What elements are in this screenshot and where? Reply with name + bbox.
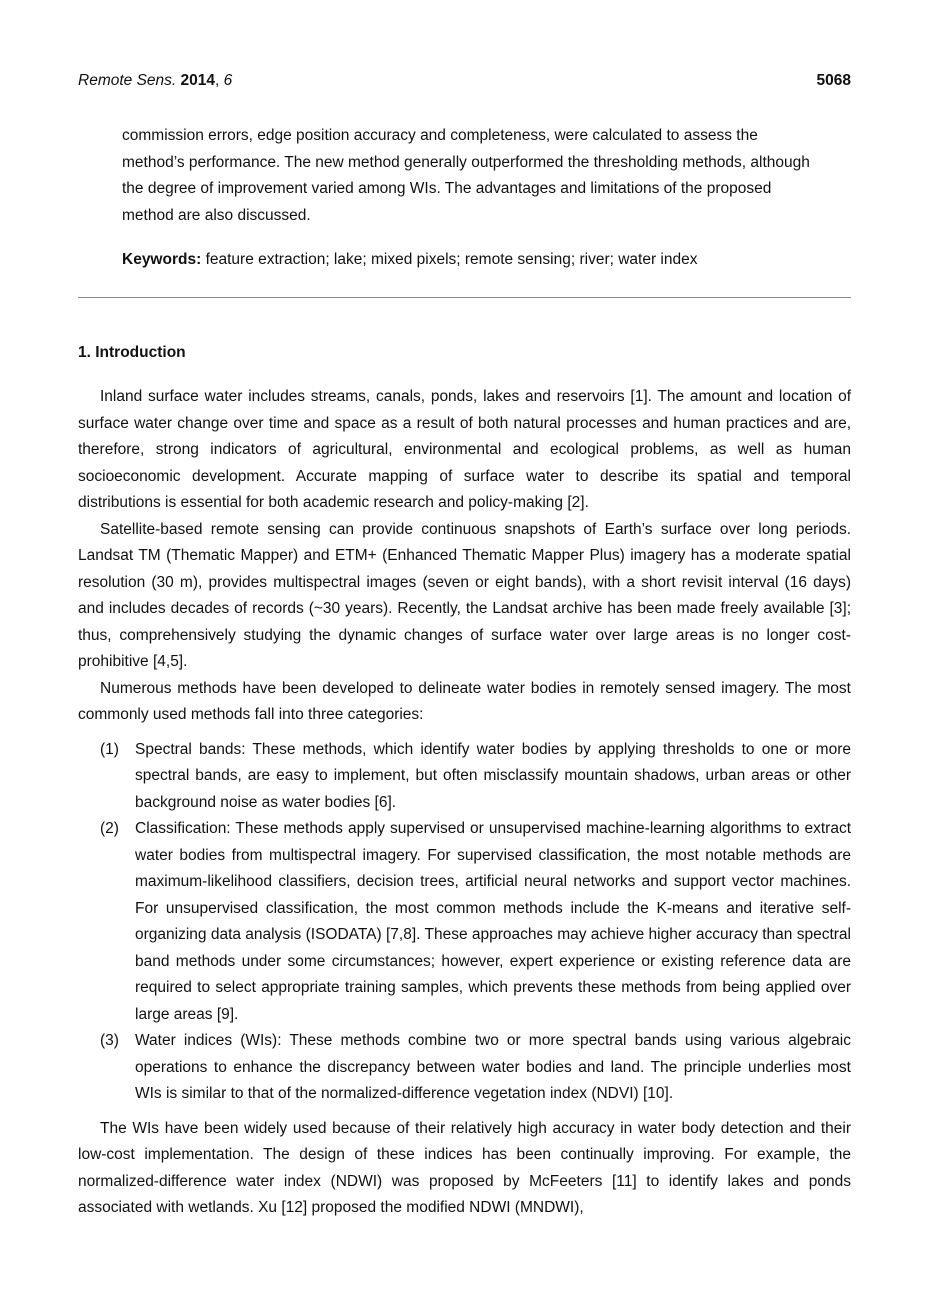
paragraph: The WIs have been widely used because of their relatively high accuracy in water body detection and their low-cost implementation. The design of these indices has been continually improving. For example, the normalized-difference water index (NDWI) was proposed by McFeeters [11] to identify lakes and ponds associated with wetlands. Xu [12] proposed the modified NDWI (MNDWI), bbox=[78, 1119, 851, 1216]
list-item-text: Spectral bands: These methods, which identify water bodies by applying thresholds to one or more spectral bands, are easy to implement, but often misclassify mountain shadows, urban areas or other background noise as water bodies [6]. bbox=[135, 740, 851, 811]
list-item-text: Classification: These methods apply supervised or unsupervised machine-learning algorithms to extract water bodies from multispectral imagery. For supervised classification, the most notable methods are maximum-likelihood classifiers, decision trees, artificial neural networks and support vector machines. For unsupervised classification, the most common methods include the K-means and iterative self-organizing data analysis (ISODATA) [7,8]. These approaches may achieve higher accuracy than spectral band methods under some circumstances; however, expert experience or existing reference data are required to select appropriate training samples, which prevents these methods from being applied over large areas [9]. bbox=[135, 820, 851, 1023]
list-number: (3) bbox=[100, 1032, 119, 1049]
list-item-text: Water indices (WIs): These methods combine two or more spectral bands using various algebraic operations to enhance the discrepancy between water bodies and land. The principle underlies most WIs is similar to that of the normalized-difference vegetation index (NDVI) [10]. bbox=[135, 1032, 851, 1102]
journal-name: Remote Sens. bbox=[78, 72, 177, 89]
journal-year: 2014 bbox=[180, 72, 216, 89]
list-number: (1) bbox=[100, 740, 119, 758]
list-number: (2) bbox=[100, 820, 119, 837]
section-divider bbox=[78, 297, 851, 298]
keywords-line bbox=[122, 247, 822, 273]
journal-volume: 6 bbox=[223, 72, 233, 89]
keywords-label: Keywords: bbox=[122, 251, 202, 268]
journal-citation: Remote Sens. 2014, 6 bbox=[78, 72, 233, 89]
paragraph: Numerous methods have been developed to delineate water bodies in remotely sensed imagery. The most commonly used methods fall into three categories: bbox=[78, 679, 851, 723]
paragraph: Satellite-based remote sensing can provide continuous snapshots of Earth’s surface over long periods. Landsat TM (Thematic Mapper) and ETM+ (Enhanced Thematic Mapper Plus) imagery has a moderate spatial resolution (30 m), provides multispectral images (seven or eight bands), with a short revisit interval (16 days) and includes decades of records (~30 years). Recently, the Landsat archive has been made freely available [3]; thus, comprehensively studying the dynamic changes of surface water over large areas is no longer cost-prohibitive [4,5]. bbox=[78, 520, 851, 670]
method-category-list bbox=[78, 737, 851, 1108]
list-item bbox=[78, 816, 851, 1028]
running-header bbox=[78, 72, 851, 94]
section-body bbox=[78, 384, 851, 1222]
keywords-text: feature extraction; lake; mixed pixels; remote sensing; river; water index bbox=[205, 251, 698, 268]
paragraph: Inland surface water includes streams, canals, ponds, lakes and reservoirs [1]. The amount and location of surface water change over time and space as a result of both natural processes and human practices and are, therefore, strong indicators of agricultural, environmental and ecological problems, as well as human socioeconomic development. Accurate mapping of surface water to describe its spatial and temporal distributions is essential for both academic research and policy-making [2]. bbox=[78, 388, 851, 511]
abstract-continuation: commission errors, edge position accuracy and completeness, were calculated to assess the method’s performance. The new method generally outperformed the thresholding methods, although the degree of improvement varied among WIs. The advantages and limitations of the proposed method are also discussed. bbox=[122, 127, 810, 224]
section-heading: 1. Introduction bbox=[78, 344, 186, 361]
list-item bbox=[78, 1028, 851, 1108]
list-item bbox=[78, 737, 851, 817]
page-number: 5068 bbox=[816, 72, 851, 89]
